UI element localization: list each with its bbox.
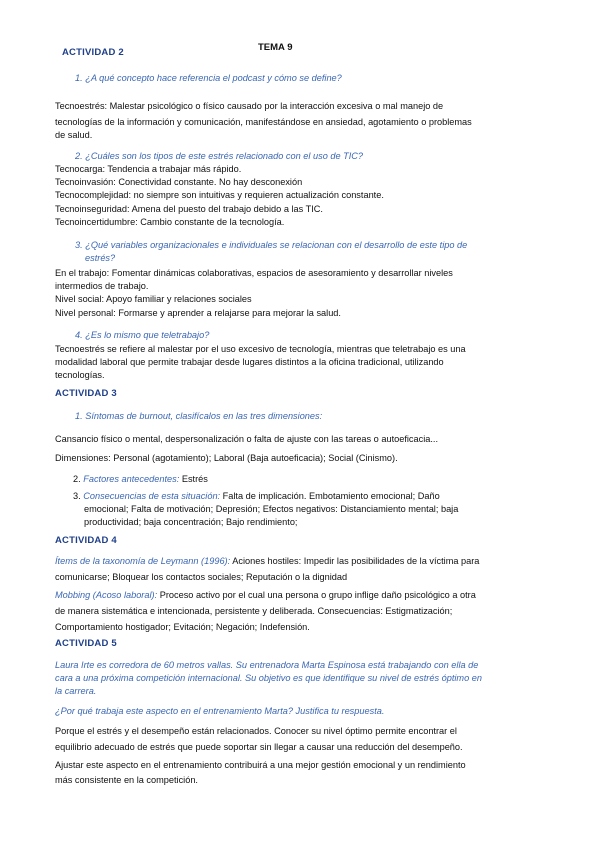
text-line: tecnologías. (55, 370, 105, 381)
text-line: Laura Irte es corredora de 60 metros vallas. Su entrenadora Marta Espinosa está trabajando con ella de (55, 660, 479, 670)
question-2-1: 1. ¿A qué concepto hace referencia el podcast y cómo se define? (75, 73, 342, 83)
text-line: Nivel personal: Formarse y aprender a relajarse para mejorar la salud. (55, 307, 341, 318)
list-item: Tecnoincertidumbre: Cambio constante de la tecnología. (55, 216, 285, 227)
item-text: Aciones hostiles: Impedir las posibilidades de la víctima para (230, 556, 480, 566)
mobbing-definition (55, 589, 555, 635)
text-line: 3. ¿Qué variables organizacionales e individuales se relacionan con el desarrollo de este tipo de (75, 240, 468, 250)
activity-4-heading: ACTIVIDAD 4 (55, 535, 117, 546)
item-number: 3. (73, 491, 81, 501)
list-item: Tecnoinseguridad: Amena del puesto del trabajo debido a las TIC. (55, 203, 323, 214)
item-text: Proceso activo por el cual una persona o grupo inflige daño psicológico a otra (157, 590, 476, 600)
answer-5-part-2 (55, 759, 555, 787)
stress-types-list (55, 163, 555, 229)
text-line: tecnologías de la información y comunicación, manifestándose en ansiedad, agotamiento o problemas (55, 117, 472, 128)
item-text: Estrés (179, 474, 208, 484)
question-5: ¿Por qué trabaja este aspecto en el entrenamiento Marta? Justifica tu respuesta. (55, 706, 385, 716)
list-item: Tecnocarga: Tendencia a trabajar más rápido. (55, 164, 242, 174)
item-3-3 (73, 490, 553, 530)
text-line: modalidad laboral que permite trabajar desde lugares distintos a la oficina tradicional, utilizando (55, 357, 444, 368)
text-line: En el trabajo: Fomentar dinámicas colaborativas, espacios de asesoramiento y desarrollar niveles (55, 268, 453, 278)
text-line: comunicarse; Bloquear los contactos sociales; Reputación o la dignidad (55, 572, 348, 583)
text-line: de manera sistemática e intencionada, persistente y deliberada. Consecuencias: Estigmatización; (55, 606, 453, 617)
text-line: Comportamiento hostigador; Evitación; Negación; Indefensión. (55, 622, 310, 633)
activity-2-heading: ACTIVIDAD 2 (62, 47, 124, 58)
answer-2-3 (55, 267, 555, 320)
answer-5-part-1 (55, 725, 555, 754)
activity-3-heading: ACTIVIDAD 3 (55, 388, 117, 399)
text-line: equilibrio adecuado de estrés que puede soportar sin llegar a causar una reducción del desempeño. (55, 742, 463, 753)
list-item: Tecnoinvasión: Conectividad constante. No hay desconexión (55, 177, 303, 188)
question-3-1: 1. Síntomas de burnout, clasifícalos en las tres dimensiones: (75, 411, 323, 421)
item-label: Mobbing (Acoso laboral): (55, 590, 158, 600)
leymann-items (55, 555, 555, 584)
text-line: Tecnoestrés: Malestar psicológico o físico causado por la interacción excesiva o mal manejo de (55, 101, 444, 111)
item-label: Factores antecedentes: (83, 474, 180, 484)
item-number: 2. (73, 474, 81, 484)
activity-5-intro (55, 659, 555, 698)
text-line: Ajustar este aspecto en el entrenamiento contribuirá a una mejor gestión emocional y un rendimiento (55, 760, 466, 770)
list-item: Tecnocomplejidad: no siempre son intuitivas y requieren actualización constante. (55, 190, 384, 201)
question-2-2: 2. ¿Cuáles son los tipos de este estrés relacionado con el uso de TIC? (75, 151, 364, 161)
text-line: Tecnoestrés se refiere al malestar por el uso excesivo de tecnología, mientras que teletrabajo es una (55, 344, 466, 354)
page-title: TEMA 9 (258, 42, 293, 53)
text-line: más consistente en la competición. (55, 775, 198, 786)
answer-2-4 (55, 343, 555, 383)
text-line: productividad; baja concentración; Bajo rendimiento; (84, 517, 298, 528)
activity-5-heading: ACTIVIDAD 5 (55, 638, 117, 649)
text-line: Nivel social: Apoyo familiar y relaciones sociales (55, 294, 252, 305)
question-2-4: 4. ¿Es lo mismo que teletrabajo? (75, 330, 210, 340)
text-line: emocional; Falta de motivación; Depresión; Efectos negativos: Distanciamiento mental; baja (84, 504, 459, 515)
item-text: Falta de implicación. Embotamiento emocional; Daño (220, 491, 440, 501)
text-line: Porque el estrés y el desempeño están relacionados. Conocer su nivel óptimo permite encontrar el (55, 726, 457, 736)
text-line: de salud. (55, 130, 93, 141)
answer-2-1 (55, 100, 555, 143)
text-line: cara a una próxima competición internacional. Su objetivo es que identifique su nivel de estrés óptimo en (55, 673, 482, 683)
text-line: la carrera. (55, 686, 97, 696)
dimensions-text: Dimensiones: Personal (agotamiento); Laboral (Baja autoeficacia); Social (Cinismo). (55, 453, 398, 463)
item-label: Consecuencias de esta situación: (83, 491, 221, 501)
question-2-3 (75, 239, 467, 265)
item-3-2 (73, 473, 553, 486)
item-label: Ítems de la taxonomía de Leymann (1996): (55, 556, 231, 566)
text-line: intermedios de trabajo. (55, 281, 149, 292)
answer-3-1: Cansancio físico o mental, despersonalización o falta de ajuste con las tareas o autoeficacia... (55, 434, 439, 444)
text-line: estrés? (85, 253, 116, 263)
